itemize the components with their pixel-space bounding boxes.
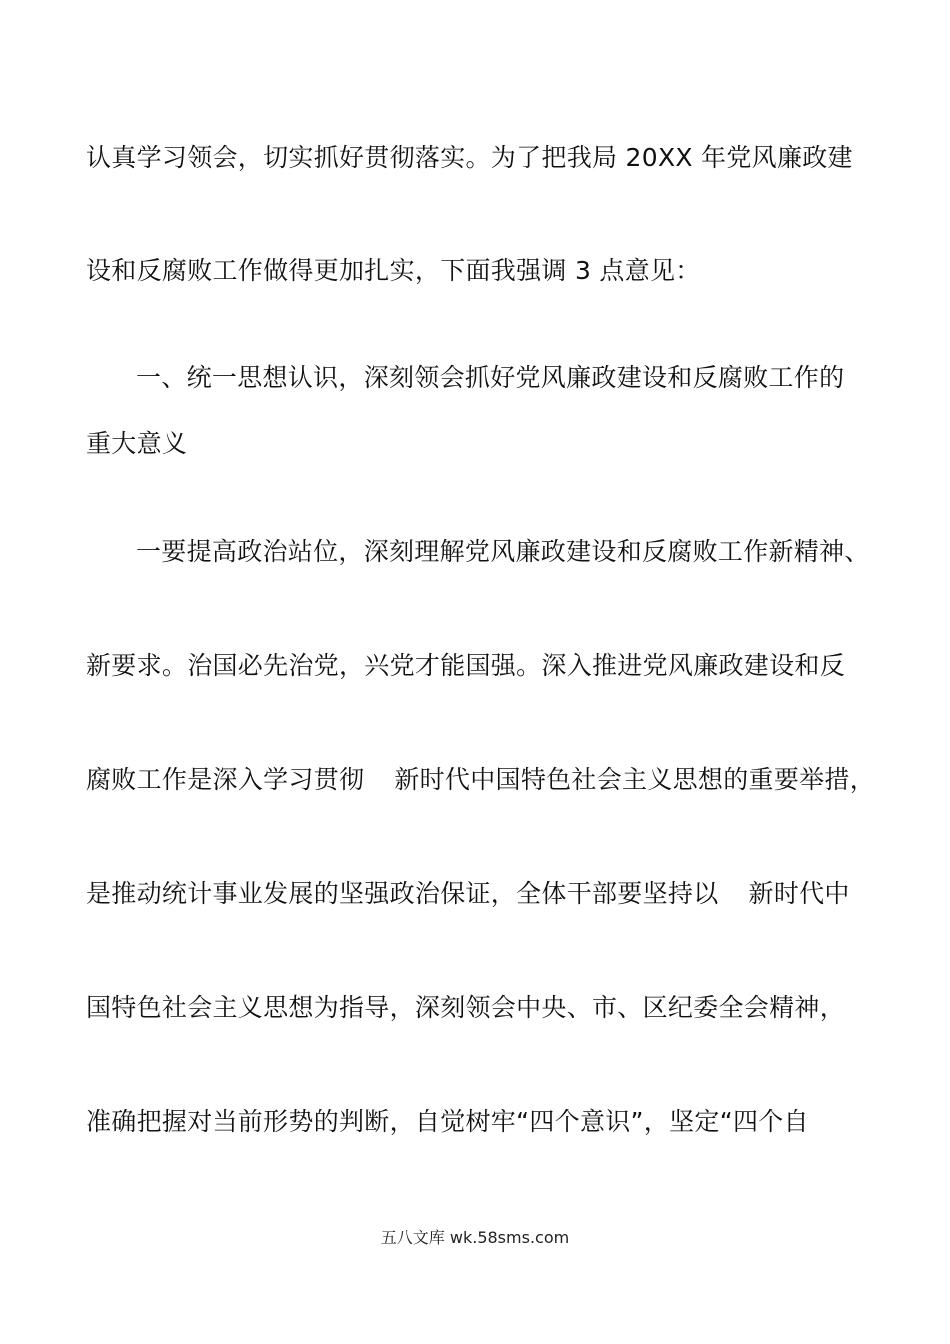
footer-watermark: 五八文库 wk.58sms.com bbox=[380, 1228, 570, 1247]
body-line-8: 准确把握对当前形势的判断，自觉树牢“四个意识”，坚定“四个自 bbox=[86, 1107, 809, 1136]
body-line-6-part-1: 是推动统计事业发展的坚强政治保证，全体干部要坚持以 bbox=[86, 879, 719, 908]
body-line-4: 新要求。治国必先治党，兴党才能国强。深入推进党风廉政建设和反 bbox=[86, 651, 846, 680]
body-line-1: 认真学习领会，切实抓好贯彻落实。为了把我局 20XX 年党风廉政建 bbox=[86, 143, 853, 172]
body-line-3: 一要提高政治站位，深刻理解党风廉政建设和反腐败工作新精神、 bbox=[136, 537, 870, 566]
body-line-5 bbox=[86, 763, 876, 797]
body-line-5-part-2: 新时代中国特色社会主义思想的重要举措， bbox=[394, 765, 876, 794]
section-heading-line-1: 一、统一思想认识，深刻领会抓好党风廉政建设和反腐败工作的 bbox=[136, 363, 845, 392]
body-line-6-part-2: 新时代中 bbox=[748, 879, 850, 908]
body-line-5-part-1: 腐败工作是深入学习贯彻 bbox=[86, 765, 365, 794]
body-line-6 bbox=[86, 877, 876, 911]
body-line-7: 国特色社会主义思想为指导，深刻领会中央、市、区纪委全会精神， bbox=[86, 993, 846, 1022]
section-heading-line-2: 重大意义 bbox=[86, 429, 188, 458]
body-line-2: 设和反腐败工作做得更加扎实，下面我强调 3 点意见： bbox=[86, 256, 701, 285]
